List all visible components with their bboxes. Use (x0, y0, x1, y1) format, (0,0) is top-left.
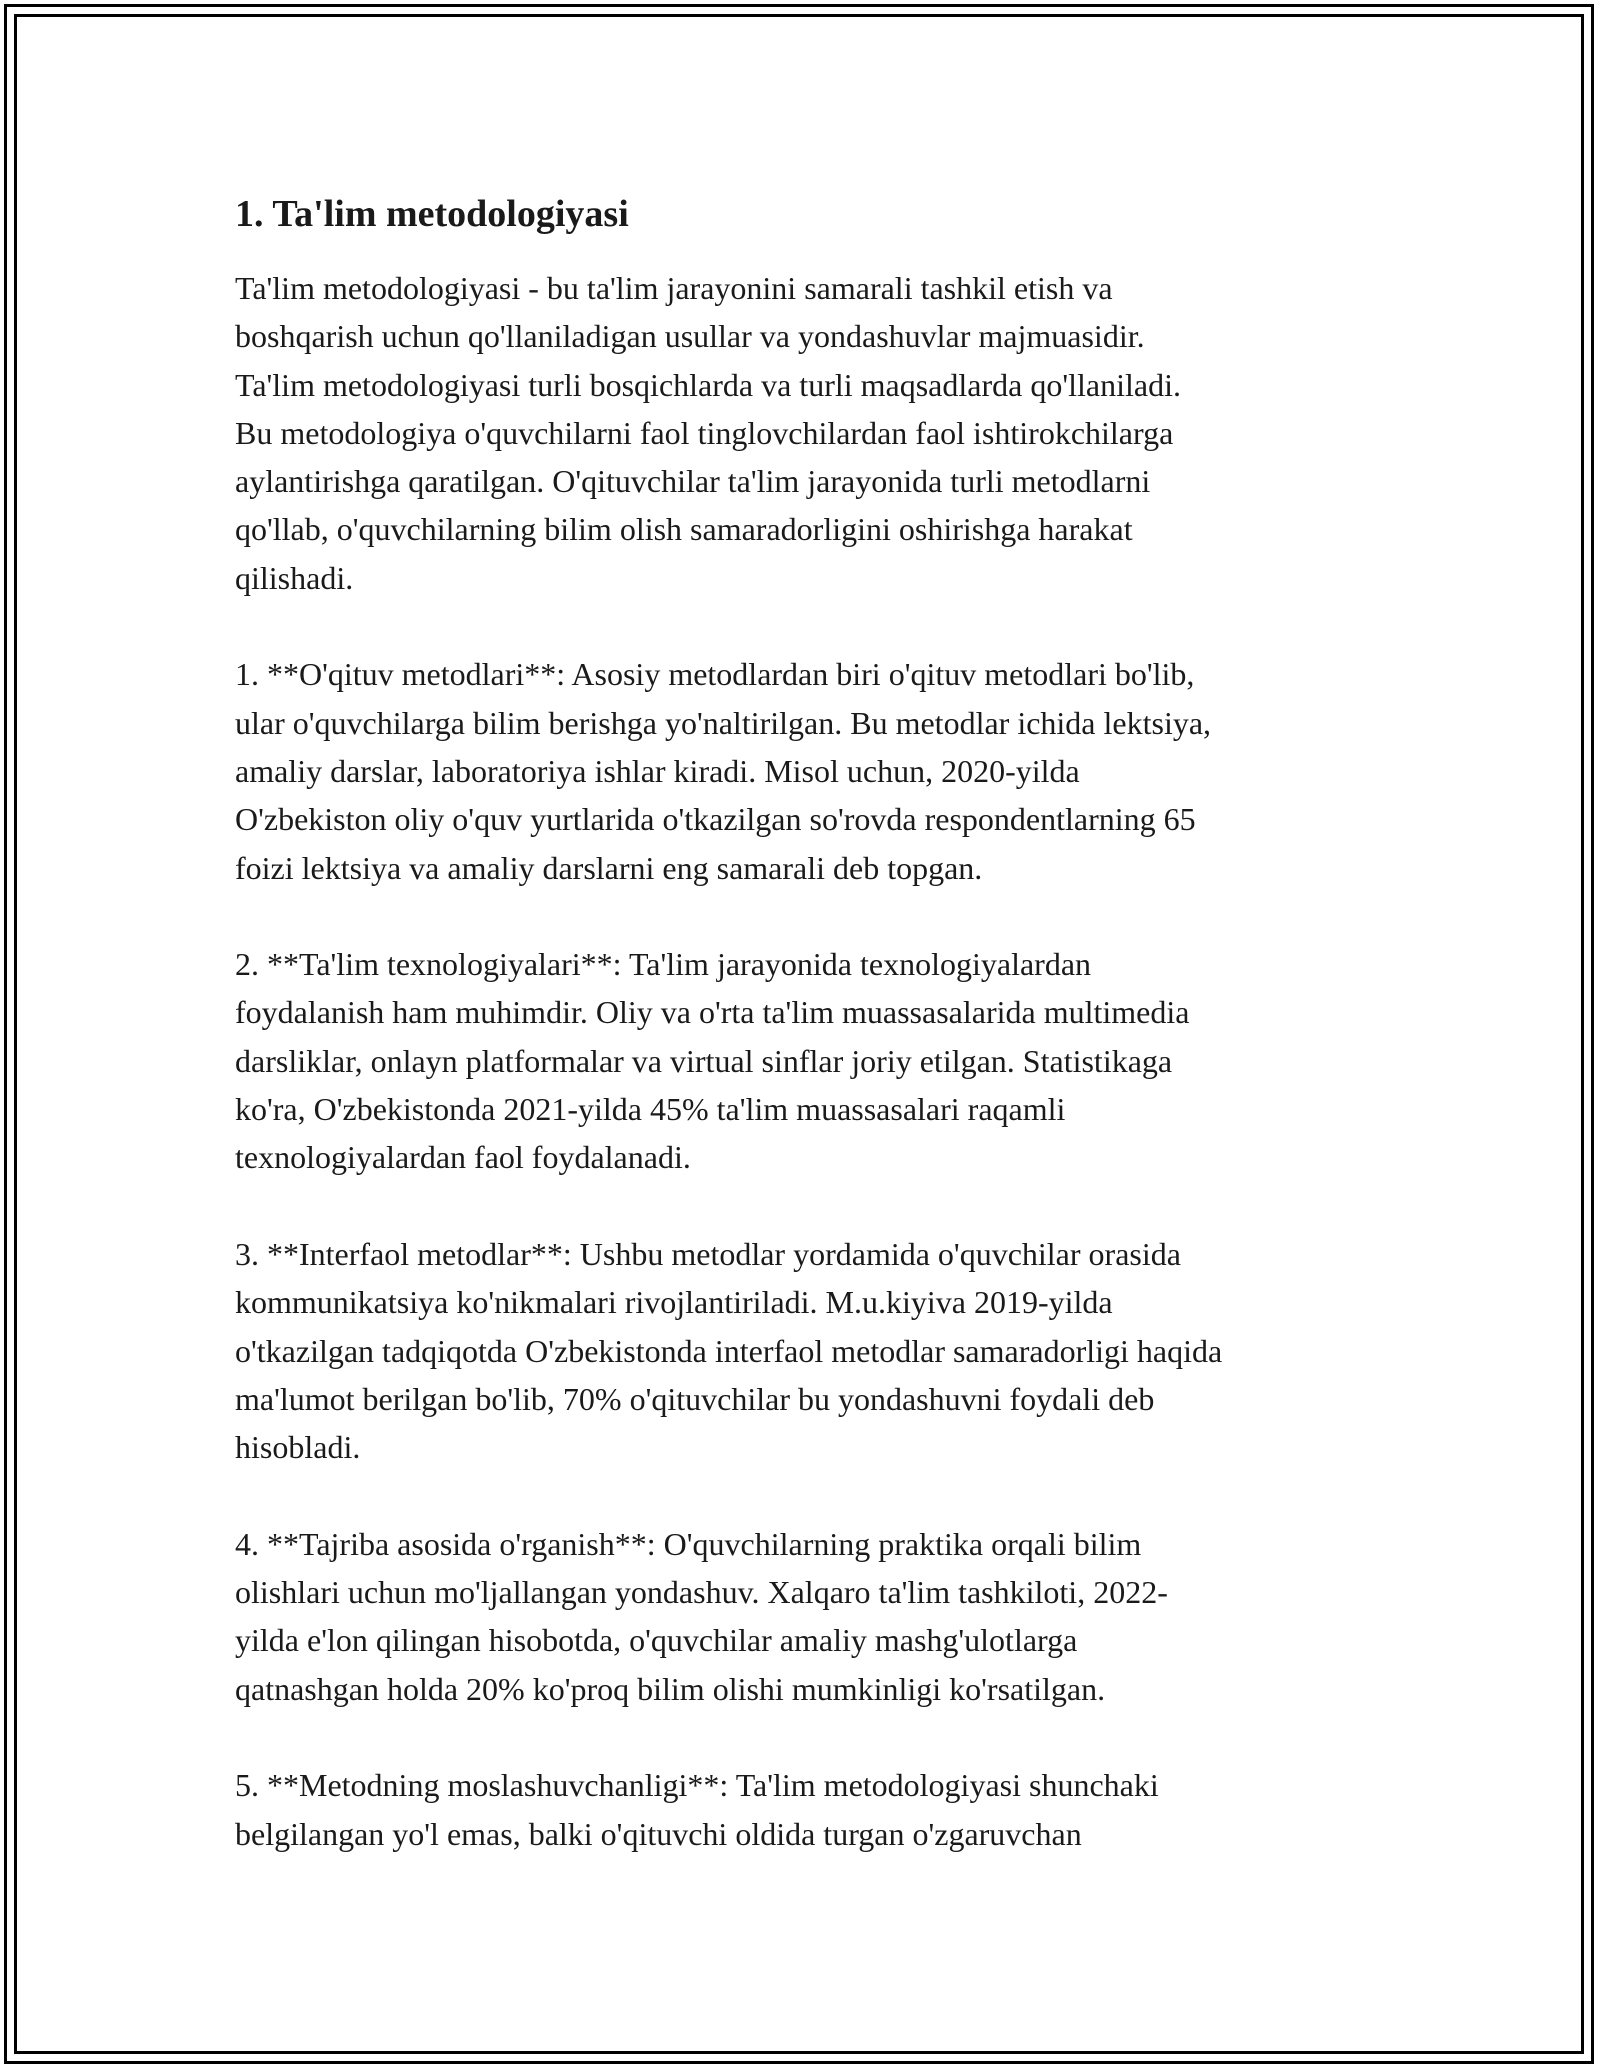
document-body (235, 186, 1395, 1858)
document-title: 1. Ta'lim metodologiyasi (235, 193, 629, 235)
paragraph-education-technologies: 2. **Ta'lim texnologiyalari**: Ta'lim jarayonida texnologiyalardan foydalanish ham muhimdir. Oliy va o'rta ta'lim muassasalarida multimedia darsliklar, onlayn platformalar va virtual sinflar joriy etilgan. Statistikaga ko'ra, O'zbekistonda 2021-yilda 45% ta'lim muassasalari raqamli texnologiyalardan faol foydalanadi. (235, 946, 1190, 1176)
paragraph-method-flexibility: 5. **Metodning moslashuvchanligi**: Ta'lim metodologiyasi shunchaki belgilangan yo'l emas, balki o'qituvchi oldida turgan o'zgaruvchan (235, 1767, 1159, 1852)
paragraph-teaching-methods: 1. **O'qituv metodlari**: Asosiy metodlardan biri o'qituv metodlari bo'lib, ular o'quvchilarga bilim berishga yo'naltirilgan. Bu metodlar ichida lektsiya, amaliy darslar, laboratoriya ishlar kiradi. Misol uchun, 2020-yilda O'zbekiston oliy o'quv yurtlarida o'tkazilgan so'rovda respondentlarning 65 foizi lektsiya va amaliy darslarni eng samarali deb topgan. (235, 656, 1212, 886)
intro-paragraph: Ta'lim metodologiyasi - bu ta'lim jarayonini samarali tashkil etish va boshqarish uchun qo'llaniladigan usullar va yondashuvlar majmuasidir. Ta'lim metodologiyasi turli bosqichlarda va turli maqsadlarda qo'llaniladi. Bu metodologiya o'quvchilarni faol tinglovchilardan faol ishtirokchilarga aylantirishga qaratilgan. O'qituvchilar ta'lim jarayonida turli metodlarni qo'llab, o'quvchilarning bilim olish samaradorligini oshirishga harakat qilishadi. (235, 270, 1181, 596)
paragraph-interactive-methods: 3. **Interfaol metodlar**: Ushbu metodlar yordamida o'quvchilar orasida kommunikatsiya ko'nikmalari rivojlantiriladi. M.u.kiyiva 2019-yilda o'tkazilgan tadqiqotda O'zbekistonda interfaol metodlar samaradorligi haqida ma'lumot berilgan bo'lib, 70% o'qituvchilar bu yondashuvni foydali deb hisobladi. (235, 1235, 1223, 1466)
paragraph-experiential-learning: 4. **Tajriba asosida o'rganish**: O'quvchilarning praktika orqali bilim olishlari uchun mo'ljallangan yondashuv. Xalqaro ta'lim tashkiloti, 2022- yilda e'lon qilingan hisobotda, o'quvchilar amaliy mashg'ulotlarga qatnashgan holda 20% ko'proq bilim olishi mumkinligi ko'rsatilgan. (235, 1525, 1168, 1707)
